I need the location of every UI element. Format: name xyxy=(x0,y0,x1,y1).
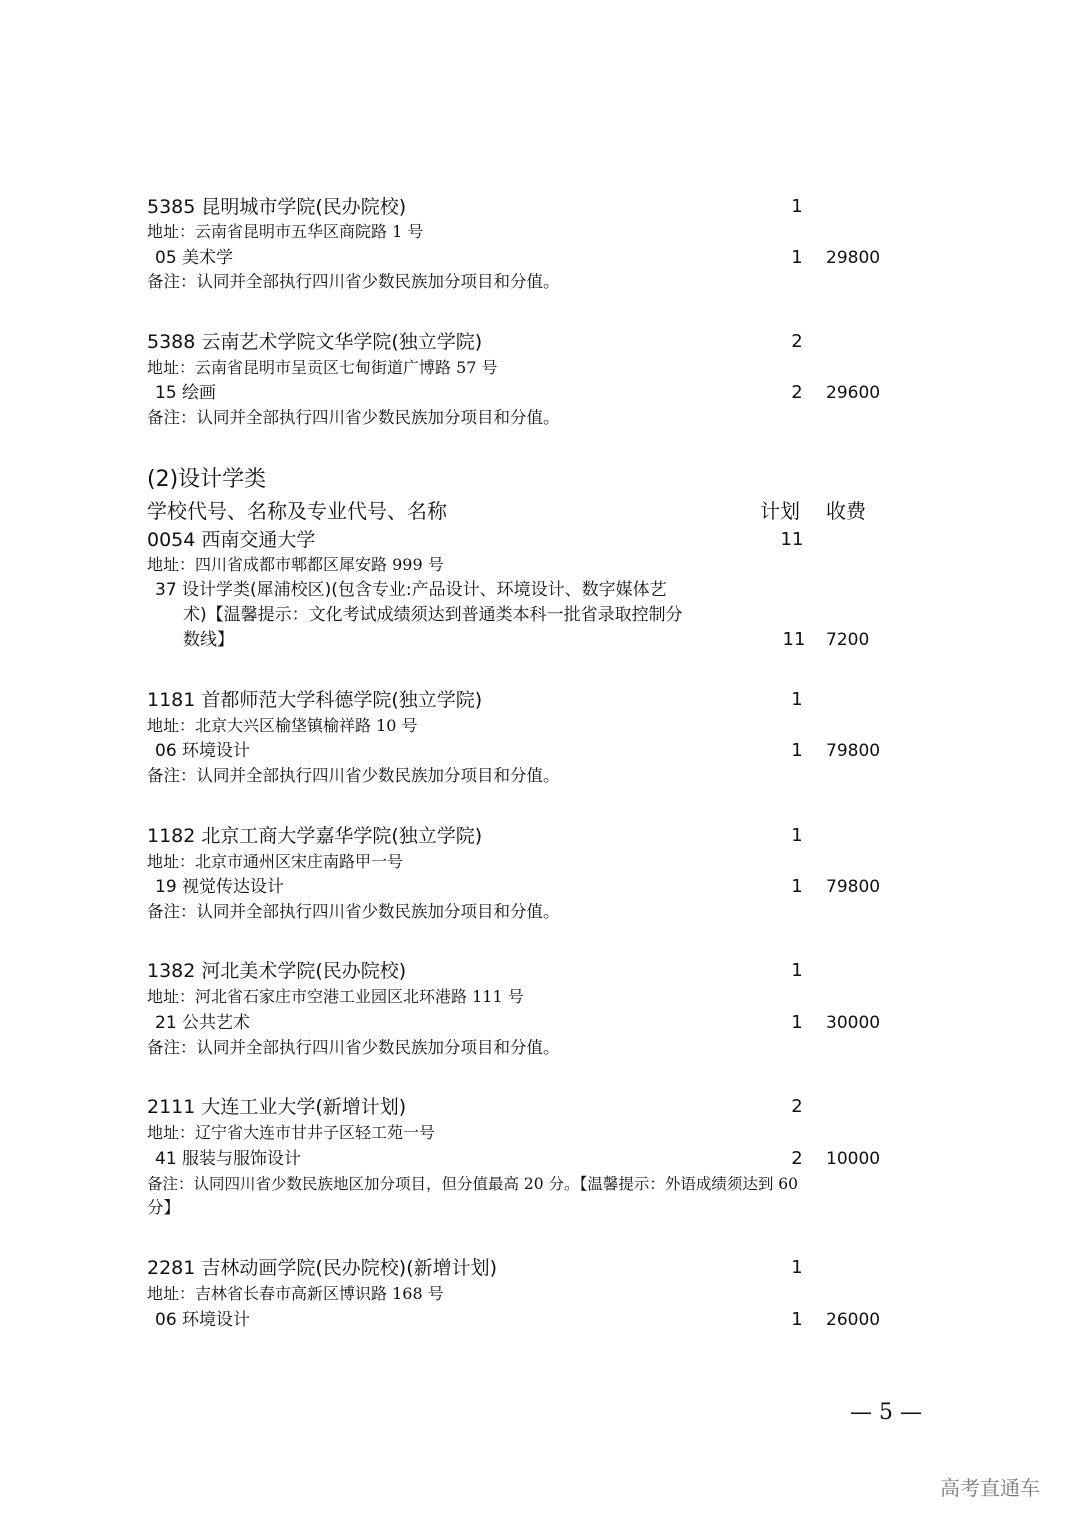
major-name: 05 美术学 xyxy=(155,248,234,268)
major-name: 21 公共艺术 xyxy=(155,1013,251,1033)
major-plan: 1 xyxy=(791,247,803,268)
school-plan: 11 xyxy=(780,529,804,550)
major-name: 41 服装与服饰设计 xyxy=(155,1149,302,1169)
major-plan: 11 xyxy=(782,629,806,650)
major-plan: 2 xyxy=(791,382,803,403)
school-plan: 1 xyxy=(791,960,803,981)
column-header-fee: 收费 xyxy=(826,499,866,523)
major-fee: 29800 xyxy=(826,248,881,268)
watermark: 高考直通车 xyxy=(940,1476,1040,1500)
school-plan: 1 xyxy=(791,1257,803,1278)
major-name: 15 绘画 xyxy=(155,383,217,403)
school-note-cont: 分】 xyxy=(147,1198,180,1217)
school-plan: 1 xyxy=(791,689,803,710)
major-fee: 79800 xyxy=(826,877,881,897)
school-header: 1182 北京工商大学嘉华学院(独立学院) xyxy=(147,825,483,847)
school-note: 备注：认同并全部执行四川省少数民族加分项目和分值。 xyxy=(147,902,560,921)
school-note: 备注：认同并全部执行四川省少数民族加分项目和分值。 xyxy=(147,408,560,427)
school-header: 1181 首都师范大学科德学院(独立学院) xyxy=(147,689,483,711)
major-fee: 7200 xyxy=(826,630,870,650)
major-plan: 1 xyxy=(791,876,803,897)
school-address: 地址：四川省成都市郫都区犀安路 999 号 xyxy=(147,555,444,574)
school-address: 地址：辽宁省大连市甘井子区轻工苑一号 xyxy=(147,1123,436,1142)
major-fee: 30000 xyxy=(826,1013,881,1033)
major-name: 37 设计学类(犀浦校区)(包含专业:产品设计、环境设计、数字媒体艺 xyxy=(155,580,667,600)
school-plan: 1 xyxy=(791,825,803,846)
school-address: 地址：河北省石家庄市空港工业园区北环港路 111 号 xyxy=(147,987,524,1006)
school-note: 备注：认同并全部执行四川省少数民族加分项目和分值。 xyxy=(147,1038,560,1057)
school-address: 地址：北京市通州区宋庄南路甲一号 xyxy=(147,852,404,871)
school-header: 5385 昆明城市学院(民办院校) xyxy=(147,196,407,218)
school-plan: 2 xyxy=(791,1096,803,1117)
major-plan: 1 xyxy=(791,740,803,761)
major-plan: 2 xyxy=(791,1148,803,1169)
major-fee: 79800 xyxy=(826,741,881,761)
school-note: 备注：认同并全部执行四川省少数民族加分项目和分值。 xyxy=(147,766,560,785)
school-header: 1382 河北美术学院(民办院校) xyxy=(147,960,407,982)
major-fee: 26000 xyxy=(826,1310,881,1330)
school-header: 2281 吉林动画学院(民办院校)(新增计划) xyxy=(147,1257,498,1279)
school-address: 地址：云南省昆明市五华区商院路 1 号 xyxy=(147,222,424,241)
major-plan: 1 xyxy=(791,1012,803,1033)
major-plan: 1 xyxy=(791,1309,803,1330)
major-name: 19 视觉传达设计 xyxy=(155,877,285,897)
school-address: 地址：云南省昆明市呈贡区七甸街道广博路 57 号 xyxy=(147,358,498,377)
major-fee: 10000 xyxy=(826,1149,881,1169)
school-note: 备注：认同四川省少数民族地区加分项目，但分值最高 20 分。【温馨提示：外语成绩须达到 60 xyxy=(147,1175,798,1193)
major-name: 06 环境设计 xyxy=(155,1310,251,1330)
school-plan: 1 xyxy=(791,196,803,217)
school-address: 地址：北京大兴区榆垡镇榆祥路 10 号 xyxy=(147,716,418,735)
page-number: — 5 — xyxy=(850,1400,922,1425)
major-name-cont: 数线】 xyxy=(183,630,234,650)
major-name: 06 环境设计 xyxy=(155,741,251,761)
school-plan: 2 xyxy=(791,331,803,352)
column-header-plan: 计划 xyxy=(760,499,800,523)
major-fee: 29600 xyxy=(826,383,881,403)
column-header-name: 学校代号、名称及专业代号、名称 xyxy=(147,499,447,523)
school-header: 2111 大连工业大学(新增计划) xyxy=(147,1096,407,1118)
major-name-cont: 术)【温馨提示：文化考试成绩须达到普通类本科一批省录取控制分 xyxy=(183,605,683,625)
school-address: 地址：吉林省长春市高新区博识路 168 号 xyxy=(147,1284,444,1303)
school-header: 5388 云南艺术学院文华学院(独立学院) xyxy=(147,331,483,353)
section-title: (2)设计学类 xyxy=(147,467,267,492)
school-note: 备注：认同并全部执行四川省少数民族加分项目和分值。 xyxy=(147,272,560,291)
school-header: 0054 西南交通大学 xyxy=(147,529,316,551)
